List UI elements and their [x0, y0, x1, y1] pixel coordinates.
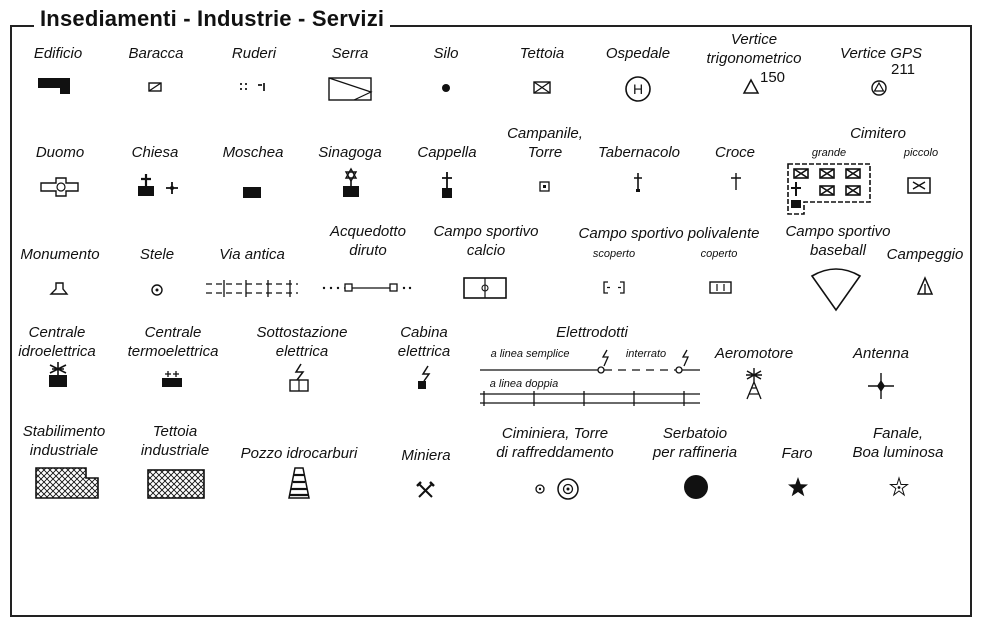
fanale-boa-symbol	[888, 476, 910, 498]
serra-symbol	[326, 74, 376, 104]
moschea-symbol	[240, 170, 266, 202]
label-antenna: Antenna	[853, 345, 909, 362]
monumento-symbol	[48, 278, 70, 300]
duomo-symbol	[38, 172, 84, 202]
tettoia-industriale-symbol	[144, 466, 208, 502]
label-faro: Faro	[781, 445, 813, 462]
label-via-antica: Via antica	[219, 246, 285, 263]
croce-symbol	[726, 170, 746, 196]
campo-polivalente-coperto-symbol	[706, 278, 736, 298]
label-cimitero-grande: grande	[811, 147, 847, 159]
label-sottostazione-elettrica: Sottostazione elettrica	[256, 324, 348, 360]
label-cimitero-piccolo: piccolo	[903, 147, 939, 159]
label-tettoia: Tettoia	[519, 45, 565, 62]
antenna-symbol	[864, 370, 898, 402]
label-edificio: Edificio	[33, 45, 83, 62]
legend-title: Insediamenti - Industrie - Servizi	[34, 6, 390, 32]
stele-symbol	[147, 280, 167, 300]
label-sinagoga: Sinagoga	[318, 144, 382, 161]
tabernacolo-symbol	[628, 170, 648, 196]
cabina-elettrica-symbol	[414, 364, 436, 394]
label-tabernacolo: Tabernacolo	[597, 144, 681, 161]
ciminiera-symbol	[528, 474, 584, 504]
stabilimento-industriale-symbol	[32, 464, 104, 504]
serbatoio-symbol	[680, 471, 712, 503]
label-acquedotto-diruto: Acquedotto diruto	[330, 223, 406, 259]
label-serbatoio: Serbatoio per raffineria	[652, 425, 738, 461]
label-stele: Stele	[139, 246, 175, 263]
ruderi-symbol	[236, 78, 276, 98]
label-campanile-torre: Campanile, Torre	[507, 125, 583, 161]
vertice-gps-symbol	[868, 77, 890, 99]
label-campo-calcio: Campo sportivo calcio	[433, 223, 539, 259]
label-elettrodotti-linea-semplice: a linea semplice	[490, 348, 570, 360]
label-pozzo-idrocarburi: Pozzo idrocarburi	[240, 445, 358, 462]
label-ospedale: Ospedale	[605, 45, 671, 62]
label-centrale-termoelettrica: Centrale termoelettrica	[127, 324, 219, 360]
campanile-symbol	[536, 178, 554, 196]
cimitero-piccolo-symbol	[904, 174, 934, 198]
label-polivalente-scoperto: scoperto	[592, 248, 636, 260]
label-campo-polivalente: Campo sportivo polivalente	[578, 225, 760, 242]
elettrodotti-symbol	[476, 346, 706, 406]
label-elettrodotti: Elettrodotti	[556, 324, 628, 341]
edificio-symbol	[34, 74, 74, 98]
label-polivalente-coperto: coperto	[700, 248, 738, 260]
tettoia-symbol	[530, 78, 554, 98]
label-miniera: Miniera	[401, 447, 451, 464]
label-cimitero: Cimitero	[850, 125, 906, 142]
cappella-symbol	[436, 170, 458, 202]
label-duomo: Duomo	[35, 144, 85, 161]
cimitero-grande-symbol	[784, 160, 880, 220]
centrale-idroelettrica-symbol	[44, 360, 72, 390]
campeggio-symbol	[914, 274, 936, 300]
label-elettrodotti-interrato: interrato	[625, 348, 667, 360]
label-stabilimento-industriale: Stabilimento industriale	[22, 423, 106, 459]
silo-symbol	[436, 78, 456, 98]
campo-polivalente-scoperto-symbol	[600, 278, 630, 298]
miniera-symbol	[414, 478, 438, 502]
label-silo: Silo	[433, 45, 459, 62]
label-croce: Croce	[714, 144, 756, 161]
label-vertice-gps: Vertice GPS	[840, 45, 922, 62]
vertice-trigonometrico-value: 150	[760, 69, 786, 86]
ospedale-letter: H	[632, 81, 644, 97]
label-cappella: Cappella	[417, 144, 477, 161]
pozzo-idrocarburi-symbol	[284, 464, 314, 504]
baracca-symbol	[144, 78, 168, 98]
label-campeggio: Campeggio	[886, 246, 964, 263]
vertice-gps-value: 211	[891, 61, 915, 78]
campo-baseball-symbol	[806, 266, 868, 316]
label-serra: Serra	[331, 45, 369, 62]
aeromotore-symbol	[740, 366, 768, 404]
label-elettrodotti-linea-doppia: a linea doppia	[489, 378, 559, 390]
ospedale-symbol	[622, 73, 654, 105]
acquedotto-diruto-symbol	[318, 280, 414, 296]
legend-frame	[10, 25, 972, 617]
label-ciminiera: Ciminiera, Torre di raffreddamento	[496, 425, 614, 461]
label-moschea: Moschea	[222, 144, 284, 161]
chiesa-symbol	[134, 172, 184, 202]
centrale-termoelettrica-symbol	[158, 368, 186, 390]
label-vertice-trigonometrico: Vertice trigonometrico	[706, 31, 802, 67]
label-monumento: Monumento	[20, 246, 100, 263]
via-antica-symbol	[202, 276, 302, 302]
campo-calcio-symbol	[460, 274, 512, 302]
sottostazione-symbol	[284, 362, 314, 394]
label-tettoia-industriale: Tettoia industriale	[140, 423, 210, 459]
label-baracca: Baracca	[128, 45, 184, 62]
label-aeromotore: Aeromotore	[714, 345, 794, 362]
label-chiesa: Chiesa	[131, 144, 179, 161]
label-cabina-elettrica: Cabina elettrica	[397, 324, 451, 360]
vertice-trigonometrico-symbol	[740, 76, 762, 98]
sinagoga-symbol	[338, 166, 364, 202]
label-centrale-idroelettrica: Centrale idroelettrica	[18, 324, 96, 360]
label-fanale-boa: Fanale, Boa luminosa	[852, 425, 944, 461]
label-ruderi: Ruderi	[231, 45, 277, 62]
label-campo-baseball: Campo sportivo baseball	[785, 223, 891, 259]
faro-symbol	[786, 475, 810, 499]
